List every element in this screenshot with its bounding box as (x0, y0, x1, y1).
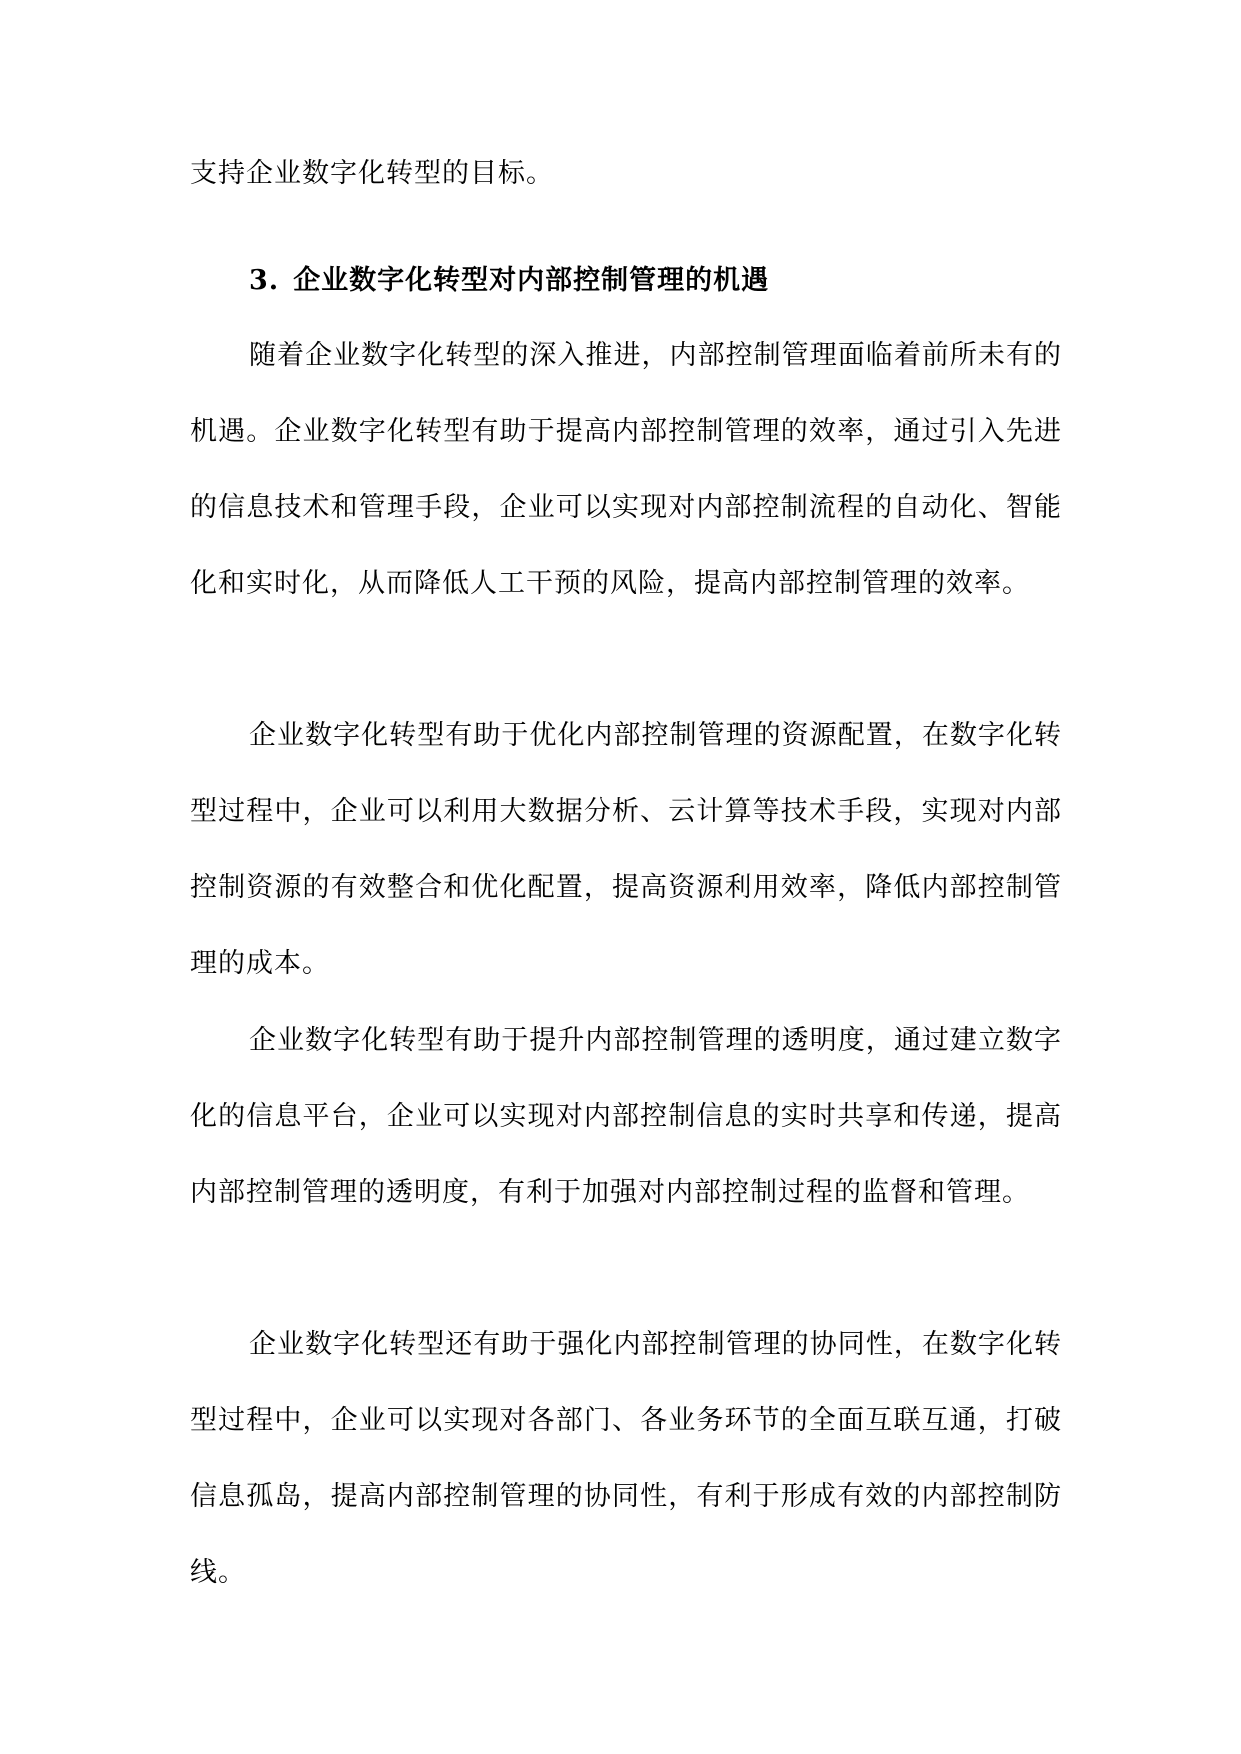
paragraph-opportunities-intro: 随着企业数字化转型的深入推进，内部控制管理面临着前所未有的机遇。企业数字化转型有助于提高内部控制管理的效率，通过引入先进的信息技术和管理手段，企业可以实现对内部控制流程的自动化、智能化和实时化，从而降低人工干预的风险，提高内部控制管理的效率。 (190, 340, 1062, 599)
paragraph-resource-allocation: 企业数字化转型有助于优化内部控制管理的资源配置，在数字化转型过程中，企业可以利用大数据分析、云计算等技术手段，实现对内部控制资源的有效整合和优化配置，提高资源利用效率，降低内部控制管理的成本。 (190, 720, 1062, 979)
lead-line: 支持企业数字化转型的目标。 (190, 158, 554, 189)
section-number: 3. (249, 265, 280, 296)
paragraph-transparency: 企业数字化转型有助于提升内部控制管理的透明度，通过建立数字化的信息平台，企业可以实现对内部控制信息的实时共享和传递，提高内部控制管理的透明度，有利于加强对内部控制过程的监督和管理。 (190, 1025, 1062, 1208)
section-title: 企业数字化转型对内部控制管理的机遇 (293, 265, 770, 296)
paragraph-coordination: 企业数字化转型还有助于强化内部控制管理的协同性，在数字化转型过程中，企业可以实现对各部门、各业务环节的全面互联互通，打破信息孤岛，提高内部控制管理的协同性，有利于形成有效的内部控制防线。 (190, 1329, 1062, 1588)
section-heading (249, 243, 769, 319)
